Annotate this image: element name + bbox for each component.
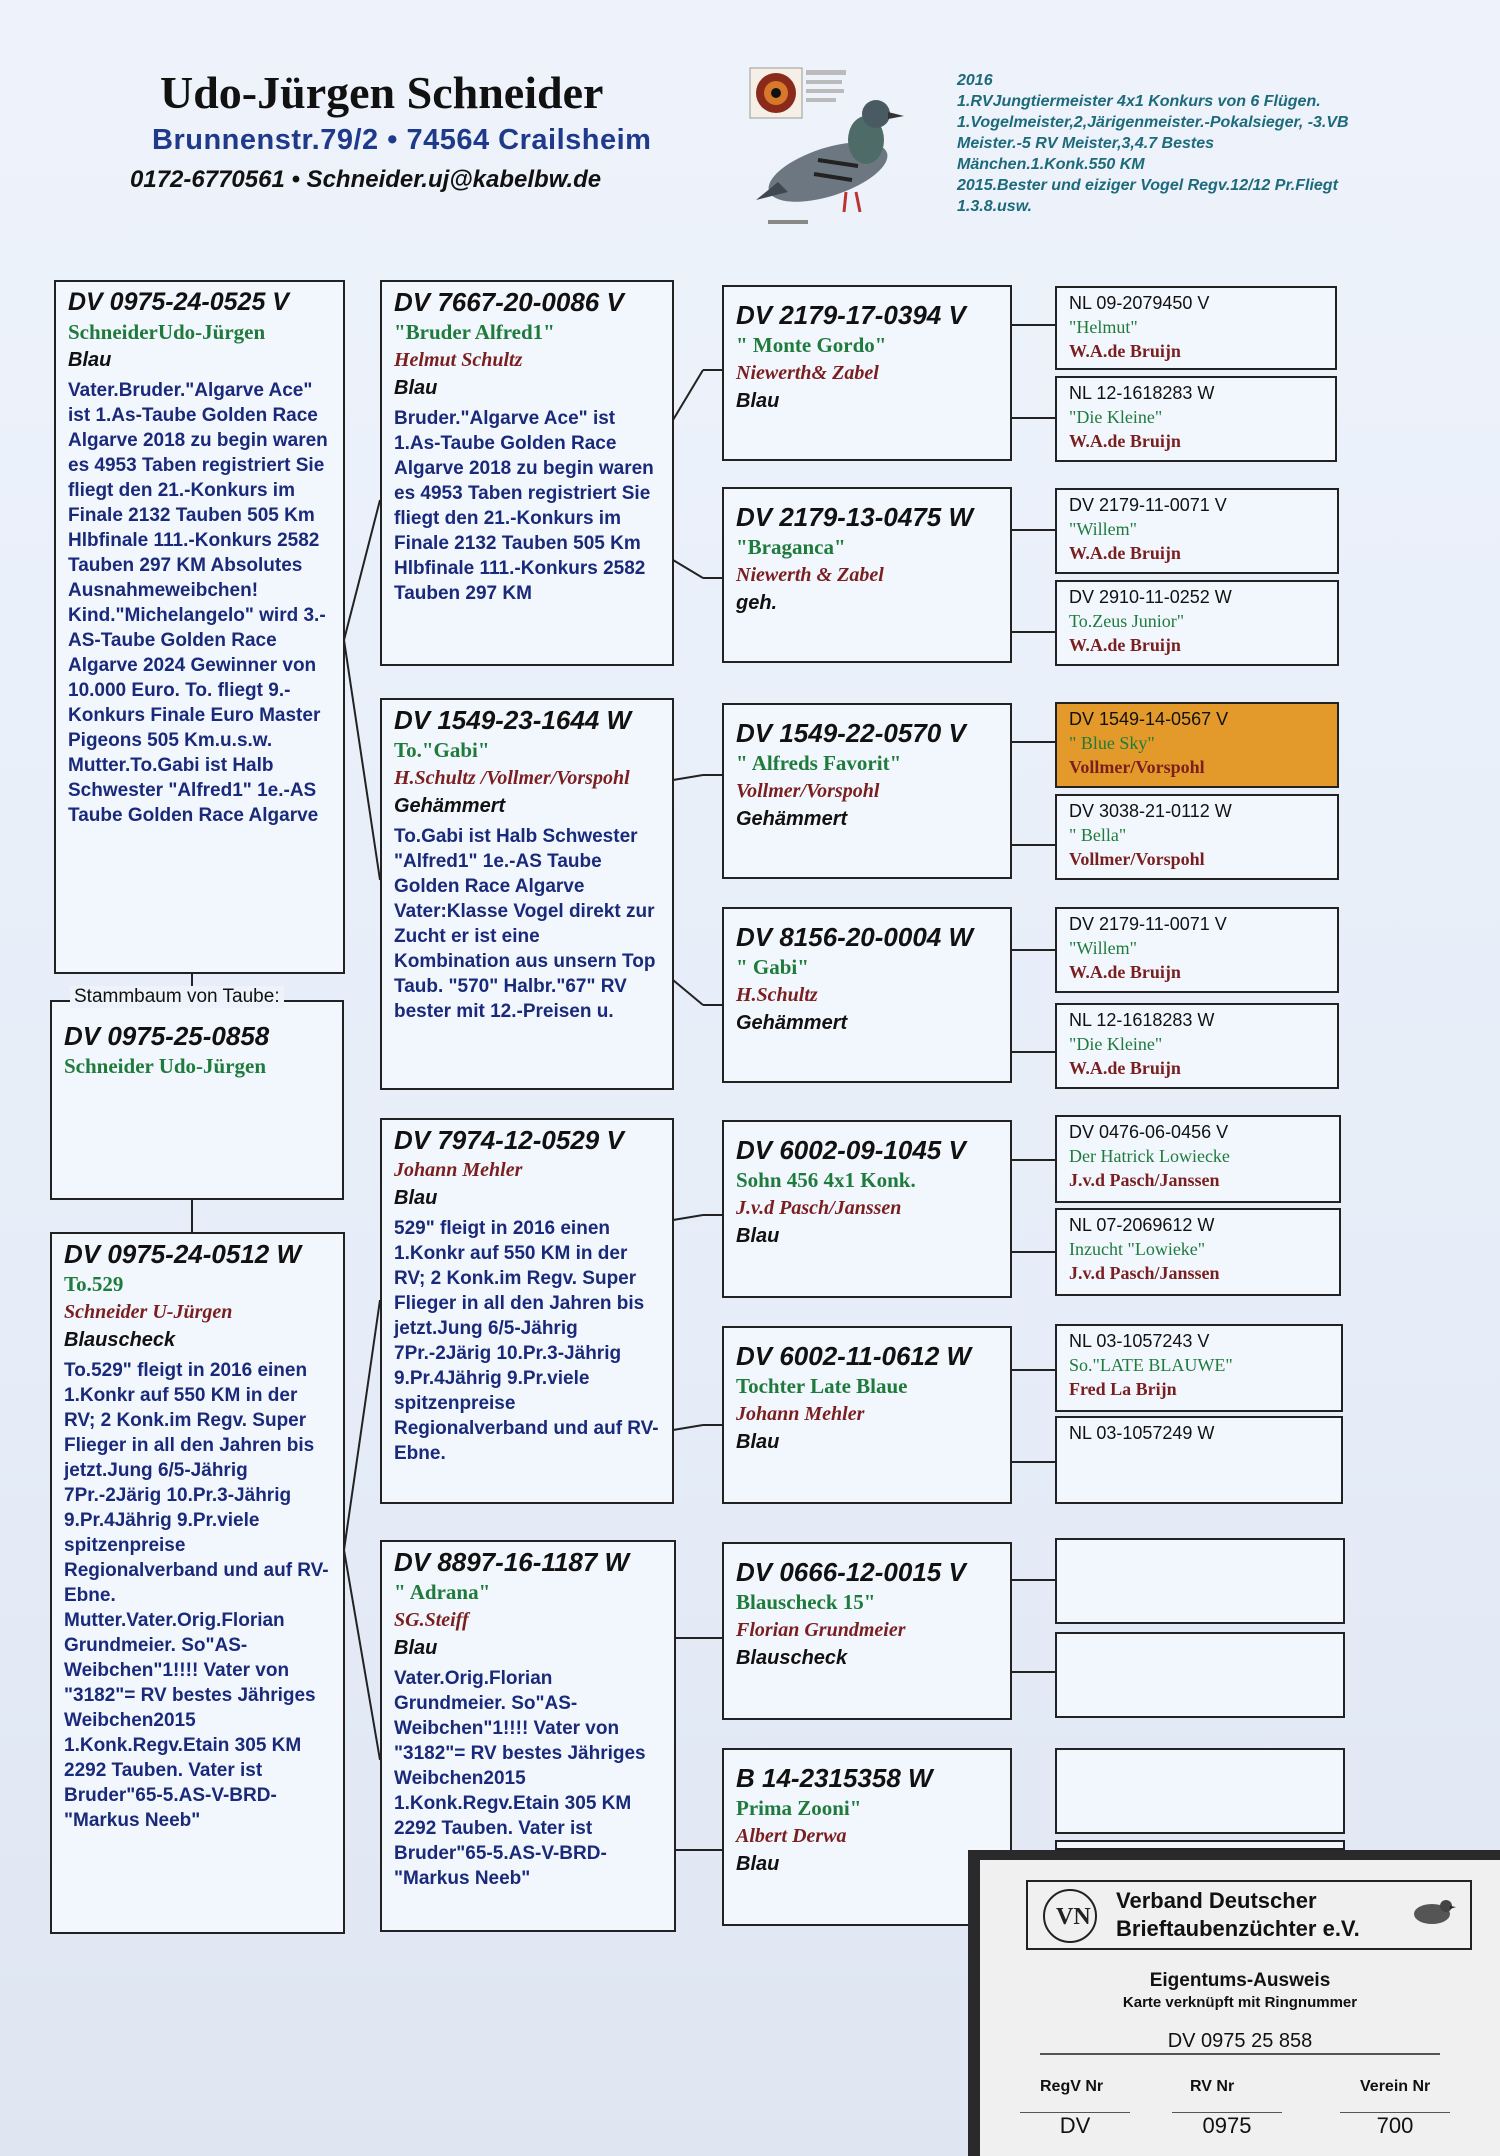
gen4-name: "Willem" bbox=[1069, 519, 1137, 539]
gen4-box bbox=[1055, 1115, 1341, 1203]
gen4-name: "Die Kleine" bbox=[1069, 407, 1163, 427]
gen4-ring: NL 12-1618283 W bbox=[1069, 383, 1215, 403]
gen4-box bbox=[1055, 907, 1339, 993]
ownership-card-body bbox=[980, 1860, 1500, 2156]
ggp-ring: DV 6002-09-1045 V bbox=[736, 1135, 966, 1165]
ggp-ring: B 14-2315358 W bbox=[736, 1763, 933, 1793]
ggp-breeder: J.v.d Pasch/Janssen bbox=[736, 1197, 902, 1219]
great-grandparent-box bbox=[722, 1542, 1012, 1720]
grandparent-ring: DV 8897-16-1187 W bbox=[394, 1547, 630, 1577]
ggp-breeder: Albert Derwa bbox=[736, 1825, 847, 1847]
gen4-name: "Helmut" bbox=[1069, 317, 1138, 337]
gen4-breeder: Fred La Brijn bbox=[1069, 1379, 1177, 1399]
grandparent-breeder: Helmut Schultz bbox=[394, 349, 523, 371]
ggp-color: Blau bbox=[736, 1853, 780, 1875]
gen4-breeder: W.A.de Bruijn bbox=[1069, 341, 1181, 361]
dam-ring: DV 0975-24-0512 W bbox=[64, 1239, 302, 1269]
gen4-ring: DV 2179-11-0071 V bbox=[1069, 914, 1227, 934]
gen4-name: To.Zeus Junior" bbox=[1069, 611, 1185, 631]
gen4-box bbox=[1055, 488, 1339, 574]
gen4-box-highlighted bbox=[1055, 702, 1339, 788]
ggp-ring: DV 8156-20-0004 W bbox=[736, 922, 974, 952]
note-line: 1.Vogelmeister,2,Järigenmeister.-Pokalsieger, -3.VB Meister.-5 RV Meister,3,4.7 Bestes Mänchen.1.Konk.550 KM bbox=[957, 114, 1349, 173]
gen4-name: "Die Kleine" bbox=[1069, 1034, 1163, 1054]
gen4-name: " Blue Sky" bbox=[1069, 733, 1155, 753]
great-grandparent-box bbox=[722, 1326, 1012, 1504]
ggp-ring: DV 0666-12-0015 V bbox=[736, 1557, 966, 1587]
ggp-breeder: Johann Mehler bbox=[736, 1403, 865, 1425]
ggp-name: Sohn 456 4x1 Konk. bbox=[736, 1168, 916, 1192]
grandparent-ring: DV 7667-20-0086 V bbox=[394, 287, 624, 317]
gen4-breeder: W.A.de Bruijn bbox=[1069, 1058, 1181, 1078]
ggp-color: Gehämmert bbox=[736, 808, 848, 830]
gen4-box bbox=[1055, 1003, 1339, 1089]
great-grandparent-box bbox=[722, 907, 1012, 1083]
ggp-name: Blauscheck 15" bbox=[736, 1590, 876, 1614]
ownership-card bbox=[968, 1850, 1500, 2156]
ggp-ring: DV 6002-11-0612 W bbox=[736, 1341, 972, 1371]
gen4-box-empty bbox=[1055, 1748, 1345, 1834]
ggp-ring: DV 2179-13-0475 W bbox=[736, 502, 974, 532]
subject-box bbox=[50, 1000, 344, 1200]
dam-name: To.529 bbox=[64, 1272, 124, 1296]
grandparent-ring: DV 7974-12-0529 V bbox=[394, 1125, 624, 1155]
gen4-ring: DV 3038-21-0112 W bbox=[1069, 801, 1232, 821]
gen4-breeder: W.A.de Bruijn bbox=[1069, 431, 1181, 451]
great-grandparent-box bbox=[722, 1120, 1012, 1298]
gen4-ring: NL 07-2069612 W bbox=[1069, 1215, 1215, 1235]
ggp-name: " Gabi" bbox=[736, 955, 809, 979]
ggp-color: Blau bbox=[736, 1431, 780, 1453]
card-label-rv: RV Nr bbox=[1190, 2078, 1235, 2095]
gen4-breeder: W.A.de Bruijn bbox=[1069, 962, 1181, 982]
card-subtitle: Karte verknüpft mit Ringnummer bbox=[1122, 1994, 1358, 2011]
grandparent-breeder: Johann Mehler bbox=[394, 1159, 523, 1181]
note-line: 1.RVJungtiermeister 4x1 Konkurs von 6 Flügen. bbox=[957, 93, 1321, 110]
gen4-ring: NL 09-2079450 V bbox=[1069, 293, 1210, 313]
owner-contact: 0172-6770561 • Schneider.uj@kabelbw.de bbox=[130, 166, 602, 193]
gen4-box bbox=[1055, 794, 1339, 880]
grandparent-box bbox=[380, 1540, 676, 1932]
subject-caption: Stammbaum von Taube: bbox=[70, 986, 284, 1008]
gen4-box-empty bbox=[1055, 1632, 1345, 1718]
ggp-color: Blau bbox=[736, 1225, 780, 1247]
association-name-line1: Verband Deutscher bbox=[1116, 1888, 1317, 1913]
gen4-box bbox=[1055, 580, 1339, 666]
grandparent-color: Blau bbox=[394, 1637, 438, 1659]
ggp-name: "Braganca" bbox=[736, 535, 846, 559]
grandparent-box bbox=[380, 698, 674, 1090]
grandparent-description: Bruder."Algarve Ace" ist 1.As-Taube Golden Race Algarve 2018 zu begin waren es 4953 Taben registriert Sie fliegt den 21.-Konkurs im Finale 2132 Tauben 505 Km Hlbfinale 111.-Konkurs 2582 Tauben 297 KM bbox=[394, 408, 654, 604]
gen4-name: Der Hatrick Lowiecke bbox=[1069, 1146, 1230, 1166]
ggp-name: Tochter Late Blaue bbox=[736, 1374, 908, 1398]
vdb-logo bbox=[1034, 1886, 1106, 1946]
dam-description: To.529" fleigt in 2016 einen 1.Konkr auf 550 KM in der RV; 2 Konk.im Regv. Super Flieger in all den Jahren bis jetzt.Jung 6/5-Jährig 7Pr.-2Järig 10.Pr.3-Jährig 9.Pr.4Jährig 9.Pr.viele spitzenpreise Regionalverband und auf RV-Ebne. Mutter.Vater.Orig.Florian Grundmeier. So"AS-Weibchen"1!!!! Vater von "3182"= RV bestes Jähriges Weibchen2015 1.Konk.Regv.Etain 305 KM 2292 Tauben. Vater ist Bruder"65-5.AS-V-BRD-"Markus Neeb" bbox=[64, 1360, 329, 1831]
gen4-box bbox=[1055, 1416, 1343, 1504]
sire-ring: DV 0975-24-0525 V bbox=[68, 288, 289, 316]
sire-name: SchneiderUdo-Jürgen bbox=[68, 320, 266, 344]
card-title: Eigentums-Ausweis bbox=[1149, 1970, 1331, 1991]
ggp-breeder: Niewerth & Zabel bbox=[736, 564, 884, 586]
subject-name: Schneider Udo-Jürgen bbox=[64, 1054, 267, 1078]
ggp-breeder: Vollmer/Vorspohl bbox=[736, 780, 880, 802]
gen4-breeder: W.A.de Bruijn bbox=[1069, 635, 1181, 655]
ggp-ring: DV 1549-22-0570 V bbox=[736, 718, 966, 748]
gen4-name: Inzucht "Lowieke" bbox=[1069, 1239, 1206, 1259]
grandparent-box bbox=[380, 280, 674, 666]
grandparent-name: " Adrana" bbox=[394, 1580, 491, 1604]
grandparent-ring: DV 1549-23-1644 W bbox=[394, 705, 632, 735]
grandparent-breeder: H.Schultz /Vollmer/Vorspohl bbox=[394, 767, 630, 789]
gen4-name: "Willem" bbox=[1069, 938, 1137, 958]
gen4-box bbox=[1055, 286, 1337, 370]
sire-description: Vater.Bruder."Algarve Ace" ist 1.As-Taube Golden Race Algarve 2018 zu begin waren es 4953 Taben registriert Sie fliegt den 21.-Konkurs im Finale 2132 Tauben 505 Km Hlbfinale 111.-Konkurs 2582 Tauben 297 KM Absolutes Ausnahmeweibchen! Kind."Michelangelo" wird 3.-AS-Taube Golden Race Algarve 2024 Gewinner von 10.000 Euro. To. fliegt 9.-Konkurs Finale Euro Master Pigeons 505 Km.u.s.w. Mutter.To.Gabi ist Halb Schwester "Alfred1" 1e.-AS Taube Golden Race Algarve bbox=[68, 380, 328, 826]
card-label-regv: RegV Nr bbox=[1040, 2078, 1104, 2095]
ggp-color: Blauscheck bbox=[736, 1647, 848, 1669]
card-ring-number: DV 0975 25 858 bbox=[1040, 2030, 1440, 2055]
grandparent-name: "Bruder Alfred1" bbox=[394, 320, 555, 344]
gen4-breeder: J.v.d Pasch/Janssen bbox=[1069, 1170, 1220, 1190]
gen4-ring: DV 2179-11-0071 V bbox=[1069, 495, 1227, 515]
grandparent-color: Blau bbox=[394, 1187, 438, 1209]
grandparent-box bbox=[380, 1118, 674, 1504]
grandparent-description: 529" fleigt in 2016 einen 1.Konkr auf 550 KM in der RV; 2 Konk.im Regv. Super Flieger in all den Jahren bis jetzt.Jung 6/5-Jährig 7Pr.-2Järig 10.Pr.3-Jährig 9.Pr.4Jährig 9.Pr.viele spitzenpreise Regionalverband und auf RV-Ebne. bbox=[394, 1218, 659, 1464]
sire-box bbox=[54, 280, 345, 974]
card-value-verein: 700 bbox=[1340, 2112, 1450, 2139]
grandparent-description: To.Gabi ist Halb Schwester "Alfred1" 1e.-AS Taube Golden Race Algarve Vater:Klasse Vogel direkt zur Zucht er ist eine Kombination aus unsern Top Taub. "570" Halbr."67" RV bester mit 12.-Preisen u. bbox=[394, 826, 656, 1022]
grandparent-description: Vater.Orig.Florian Grundmeier. So"AS-Weibchen"1!!!! Vater von "3182"= RV bestes Jähriges Weibchen2015 1.Konk.Regv.Etain 305 KM 2292 Tauben. Vater ist Bruder"65-5.AS-V-BRD-"Markus Neeb" bbox=[394, 1668, 646, 1889]
gen4-box-empty bbox=[1055, 1840, 1345, 1850]
dam-breeder: Schneider U-Jürgen bbox=[64, 1301, 233, 1323]
gen4-ring: DV 0476-06-0456 V bbox=[1069, 1122, 1229, 1142]
sire-color: Blau bbox=[68, 349, 112, 371]
ggp-name: Prima Zooni" bbox=[736, 1796, 862, 1820]
gen4-breeder: Vollmer/Vorspohl bbox=[1069, 757, 1205, 777]
gen4-name: So."LATE BLAUWE" bbox=[1069, 1355, 1233, 1375]
grandparent-color: Blau bbox=[394, 377, 438, 399]
grandparent-color: Gehämmert bbox=[394, 795, 506, 817]
great-grandparent-box bbox=[722, 703, 1012, 879]
svg-text:VN: VN bbox=[1056, 1904, 1091, 1930]
great-grandparent-box bbox=[722, 487, 1012, 663]
grandparent-name: To."Gabi" bbox=[394, 738, 490, 762]
gen4-name: " Bella" bbox=[1069, 825, 1127, 845]
ggp-ring: DV 2179-17-0394 V bbox=[736, 300, 966, 330]
gen4-ring: NL 12-1618283 W bbox=[1069, 1010, 1215, 1030]
gen4-box-empty bbox=[1055, 1538, 1345, 1624]
ggp-color: Blau bbox=[736, 390, 780, 412]
gen4-breeder: W.A.de Bruijn bbox=[1069, 543, 1181, 563]
note-line: 2015.Bester und eiziger Vogel Regv.12/12 Pr.Fliegt 1.3.8.usw. bbox=[957, 177, 1338, 215]
owner-address: Brunnenstr.79/2 • 74564 Crailsheim bbox=[152, 124, 652, 156]
gen4-box bbox=[1055, 1324, 1343, 1412]
ggp-name: " Alfreds Favorit" bbox=[736, 751, 902, 775]
card-value-rv: 0975 bbox=[1172, 2112, 1282, 2139]
great-grandparent-box bbox=[722, 285, 1012, 461]
gen4-ring: NL 03-1057243 V bbox=[1069, 1331, 1210, 1351]
gen4-box bbox=[1055, 1208, 1341, 1296]
subject-ring: DV 0975-25-0858 bbox=[64, 1021, 270, 1051]
card-label-verein: Verein Nr bbox=[1360, 2078, 1431, 2095]
dam-color: Blauscheck bbox=[64, 1329, 176, 1351]
ggp-color: geh. bbox=[736, 592, 778, 614]
association-brand bbox=[1026, 1880, 1472, 1950]
ggp-name: " Monte Gordo" bbox=[736, 333, 887, 357]
gen4-ring: NL 03-1057249 W bbox=[1069, 1423, 1215, 1443]
gen4-breeder: J.v.d Pasch/Janssen bbox=[1069, 1263, 1220, 1283]
gen4-ring: DV 2910-11-0252 W bbox=[1069, 587, 1232, 607]
ggp-breeder: Florian Grundmeier bbox=[736, 1619, 906, 1641]
dam-box bbox=[50, 1232, 345, 1934]
pigeon-icon bbox=[1408, 1894, 1456, 1930]
grandparent-breeder: SG.Steiff bbox=[394, 1609, 469, 1631]
gen4-breeder: Vollmer/Vorspohl bbox=[1069, 849, 1205, 869]
ggp-color: Gehämmert bbox=[736, 1012, 848, 1034]
ggp-breeder: H.Schultz bbox=[736, 984, 818, 1006]
note-line: 2016 bbox=[957, 72, 993, 89]
gen4-ring: DV 1549-14-0567 V bbox=[1069, 709, 1229, 729]
card-value-regv: DV bbox=[1020, 2112, 1130, 2139]
association-name-line2: Brieftaubenzüchter e.V. bbox=[1116, 1916, 1360, 1941]
ggp-breeder: Niewerth& Zabel bbox=[736, 362, 879, 384]
owner-name: Udo-Jürgen Schneider bbox=[160, 67, 604, 118]
gen4-box bbox=[1055, 376, 1337, 462]
